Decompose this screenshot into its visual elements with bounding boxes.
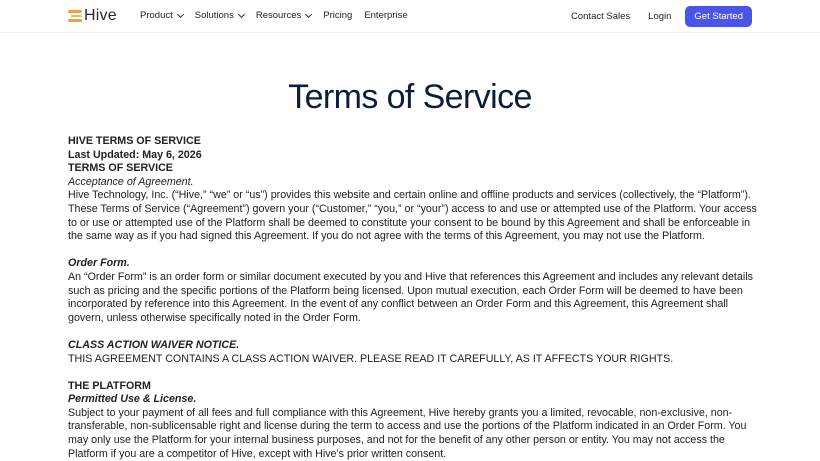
contact-sales-link[interactable]: Contact Sales bbox=[571, 11, 631, 22]
section-title-platform: THE PLATFORM bbox=[68, 379, 151, 392]
section-body-order-form: An “Order Form” is an order form or similar document executed by you and Hive that references this Agreement and includes any relevant details such as pricing and the specific portions of the Platform being licensed. Upon mutual execution, each Order Form will be deemed to have been incorporated by reference into this Agreement. In the event of any conflict between an Order Form and this Agreement, this Agreement shall govern, unless otherwise specifically noted in the Order Form. bbox=[68, 270, 753, 324]
terms-document bbox=[68, 135, 758, 461]
chevron-down-icon bbox=[305, 10, 312, 17]
menu-item-label: Resources bbox=[255, 10, 302, 21]
hive-logo-icon bbox=[68, 10, 82, 22]
menu-item-pricing[interactable] bbox=[323, 10, 352, 21]
menu-item-enterprise[interactable] bbox=[364, 10, 407, 21]
hive-logo[interactable] bbox=[68, 7, 117, 25]
menu-item-label: Pricing bbox=[323, 10, 353, 21]
section-body-acceptance: Hive Technology, Inc. (“Hive,” “we” or “us”) provides this website and certain online and offline products and services (collectively, the “Platform”). These Terms of Service (“Agreement”) govern your (“Customer,” “you,” or “your”) access to and use or attempted use of the Platform. Your access to or use or attempted use of the Platform shall be deemed to constitute your consent to be bound by this Agreement and shall be enforceable in the same way as if you had signed this Agreement. If you do not agree with the terms of this Agreement, you may not use the Platform. bbox=[68, 189, 757, 243]
login-link[interactable]: Login bbox=[648, 11, 672, 22]
section-body-class-action: THIS AGREEMENT CONTAINS A CLASS ACTION WAIVER. PLEASE READ IT CAREFULLY, AS IT AFFECTS YOUR RIGHTS. bbox=[68, 352, 674, 365]
section-body-permitted-use: Subject to your payment of all fees and full compliance with this Agreement, Hive hereby grants you a limited, revocable, non-exclusive, non-transferable, non-sublicensable right and license during the term to access and use the portions of the Platform indicated in an Order Form. You may only use the Platform for your internal business purposes, and not for the benefit of any other person or entity. You may not access the Platform if you are a competitor of Hive, except with Hive’s prior written consent. bbox=[68, 406, 747, 460]
menu-item-label: Enterprise bbox=[364, 10, 408, 21]
page-title: Terms of Service bbox=[288, 78, 532, 116]
doc-heading: HIVE TERMS OF SERVICE bbox=[68, 135, 201, 147]
menu-item-resources[interactable] bbox=[256, 10, 311, 21]
chevron-down-icon bbox=[177, 10, 184, 17]
doc-subheading: TERMS OF SERVICE bbox=[68, 162, 173, 175]
menu-item-label: Solutions bbox=[194, 10, 234, 21]
menu-item-product[interactable] bbox=[140, 10, 183, 21]
last-updated: Last Updated: May 6, 2026 bbox=[68, 148, 202, 161]
section-title-order-form: Order Form. bbox=[68, 257, 130, 270]
main-menu bbox=[140, 10, 420, 21]
right-nav bbox=[571, 6, 752, 27]
logo-text: Hive bbox=[84, 7, 117, 24]
section-title-acceptance: Acceptance of Agreement. bbox=[68, 175, 194, 188]
get-started-button[interactable]: Get Started bbox=[685, 6, 752, 27]
section-title-class-action: CLASS ACTION WAIVER NOTICE. bbox=[68, 338, 240, 351]
menu-item-solutions[interactable] bbox=[195, 10, 244, 21]
chevron-down-icon bbox=[238, 10, 245, 17]
menu-item-label: Product bbox=[140, 10, 173, 21]
section-title-permitted-use: Permitted Use & License. bbox=[68, 393, 197, 406]
top-nav bbox=[0, 0, 820, 33]
